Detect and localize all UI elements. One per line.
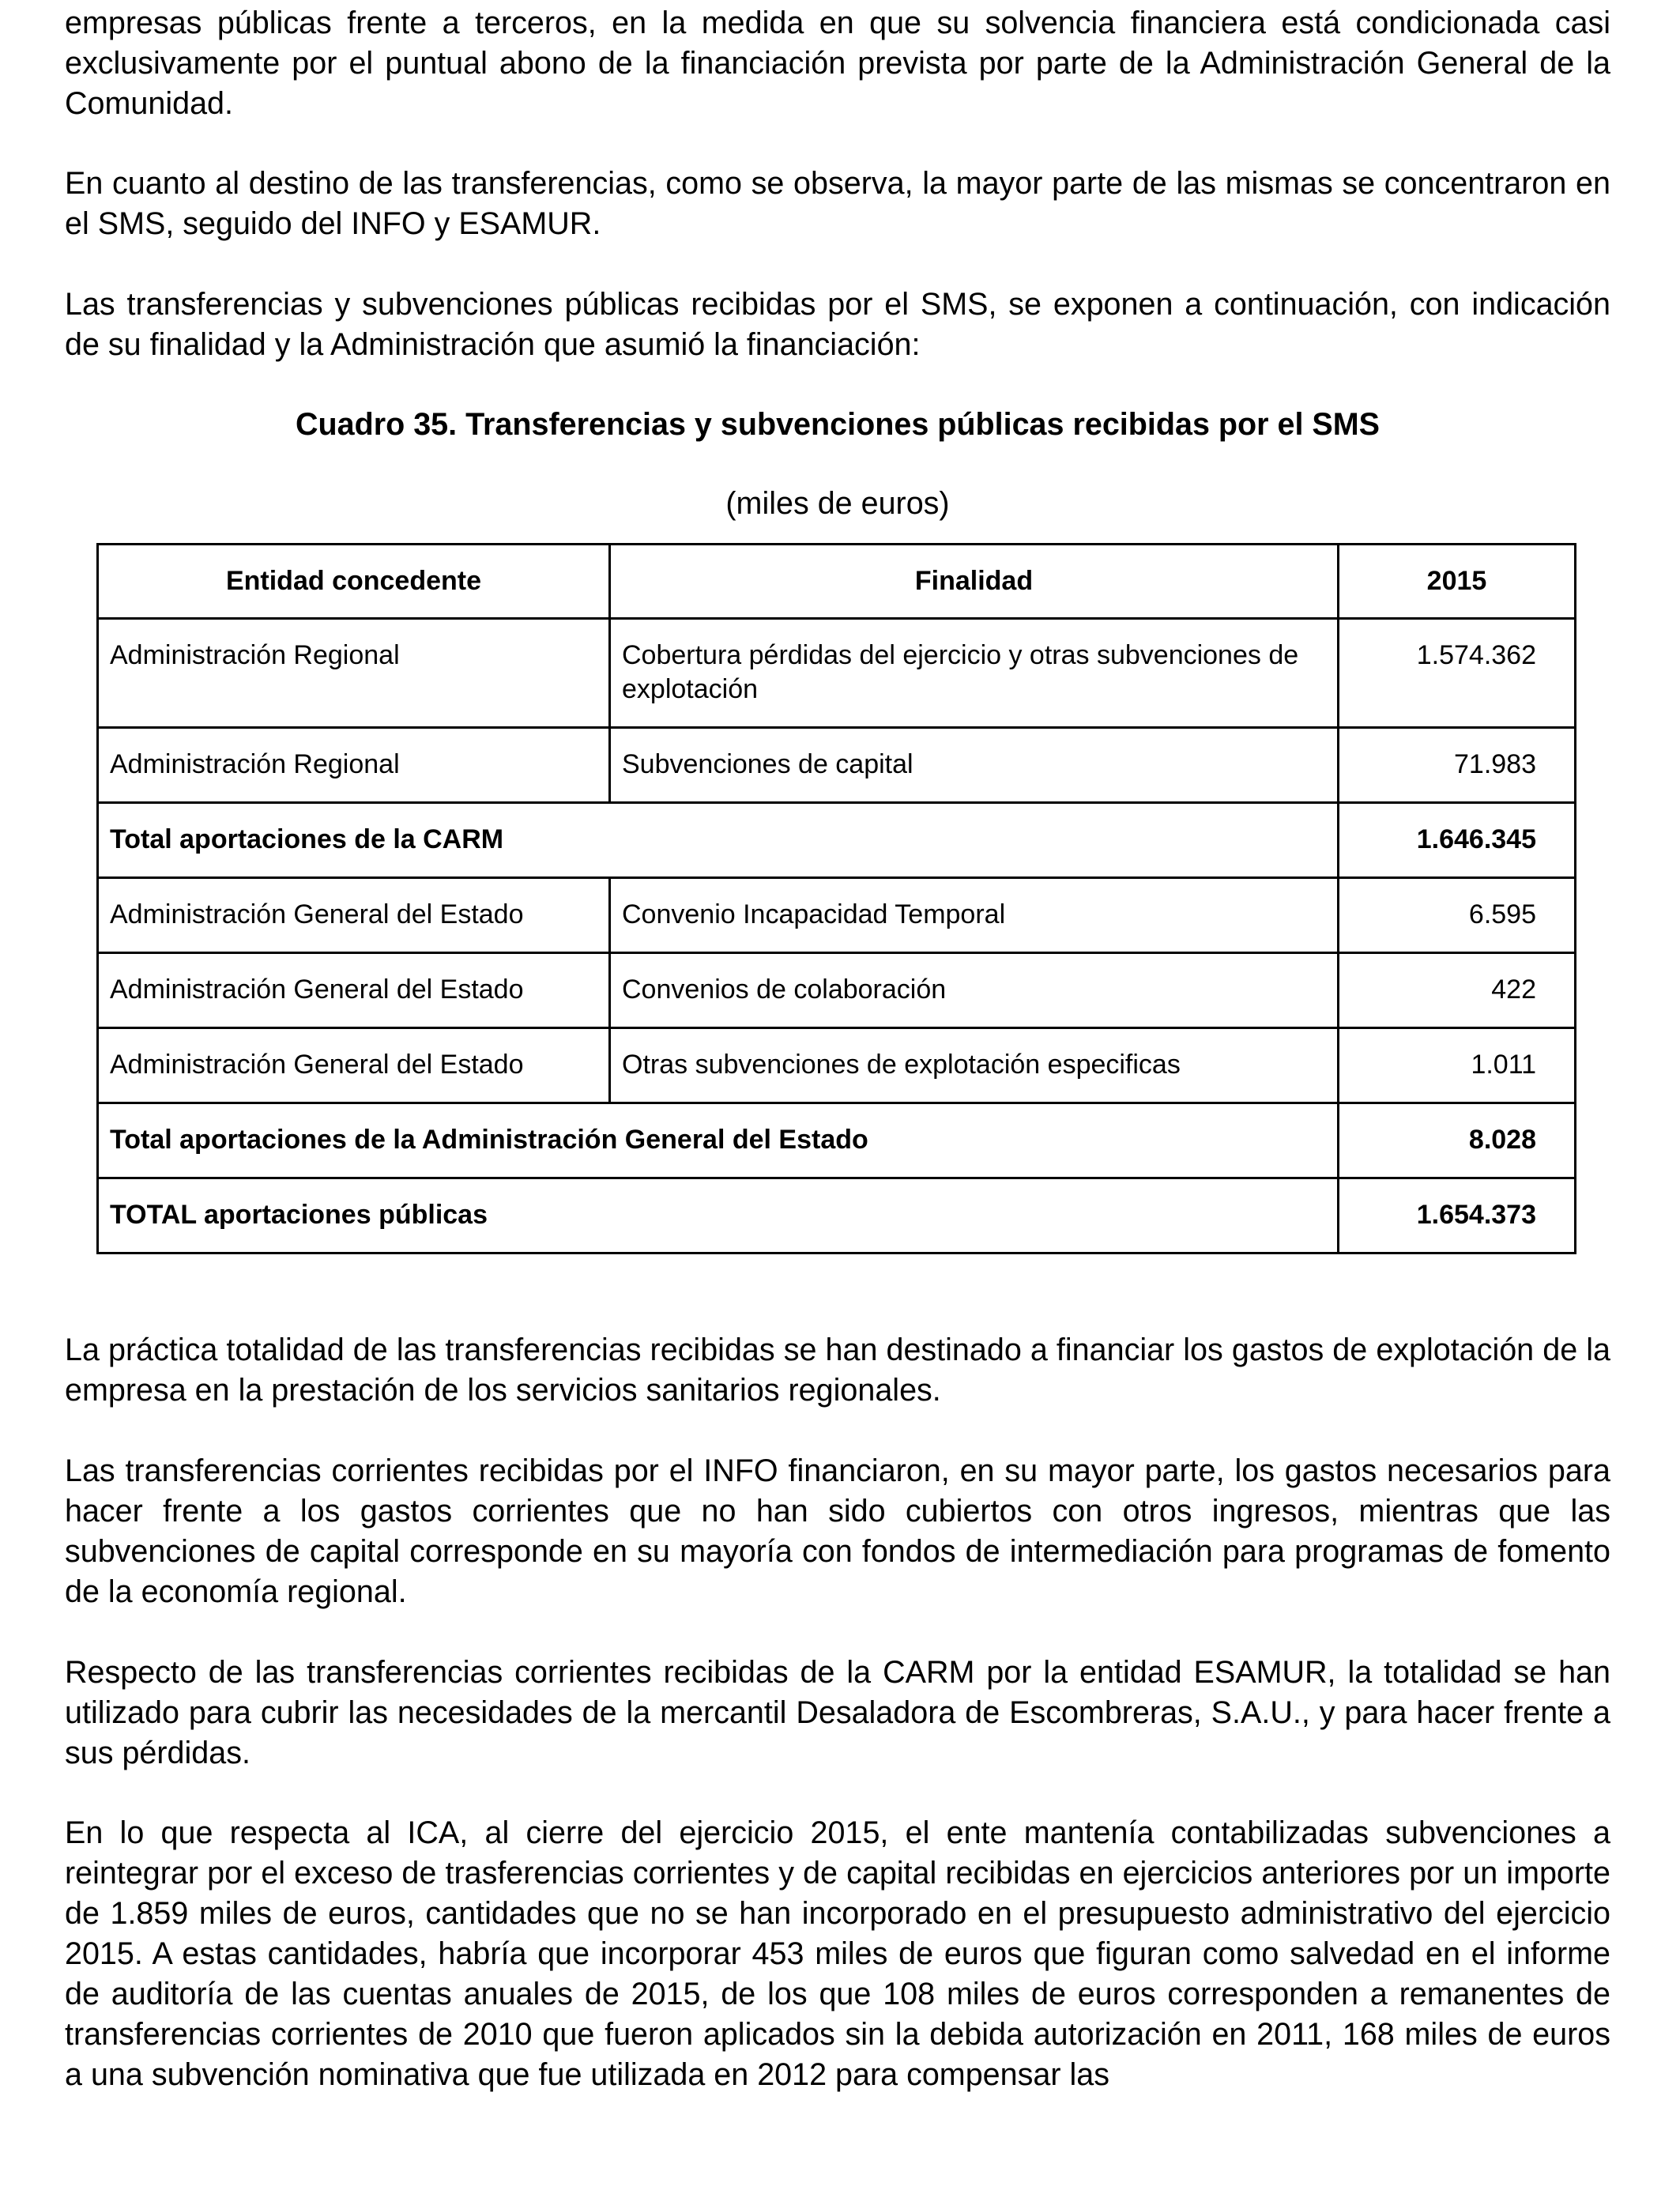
cell-total-value: 8.028: [1339, 1103, 1576, 1178]
cell-purpose: Convenios de colaboración: [610, 953, 1339, 1028]
table-row: [98, 878, 1576, 953]
cell-purpose: Convenio Incapacidad Temporal: [610, 878, 1339, 953]
cell-grand-total-label: TOTAL aportaciones públicas: [98, 1178, 1339, 1253]
cell-entity: Administración General del Estado: [98, 1028, 610, 1103]
table-header-row: [98, 545, 1576, 619]
total-row: [98, 803, 1576, 878]
cell-purpose: Subvenciones de capital: [610, 728, 1339, 803]
transfers-table: [96, 543, 1576, 1254]
grand-total-row: [98, 1178, 1576, 1253]
cell-total-label: Total aportaciones de la Administración General del Estado: [98, 1103, 1339, 1178]
paragraph-4: La práctica totalidad de las transferencias recibidas se han destinado a financiar los gastos de explotación de la empresa en la prestación de los servicios sanitarios regionales.: [65, 1333, 1610, 1408]
paragraph-5: Las transferencias corrientes recibidas por el INFO financiaron, en su mayor parte, los gastos necesarios para hacer frente a los gastos corrientes que no han sido cubiertos con otros ingresos, mientras que las subvenciones de capital corresponde en su mayoría con fondos de intermediación para programas de fomento de la economía regional.: [65, 1453, 1610, 1609]
table-row: [98, 953, 1576, 1028]
cell-entity: Administración General del Estado: [98, 878, 610, 953]
cell-total-label: Total aportaciones de la CARM: [98, 803, 1339, 878]
paragraph-7: En lo que respecta al ICA, al cierre del ejercicio 2015, el ente mantenía contabilizadas subvenciones a reintegrar por el exceso de trasferencias corrientes y de capital recibidas en ejercicios anteriores por un importe de 1.859 miles de euros, cantidades que no se han incorporado en el presupuesto administrativo del ejercicio 2015. A estas cantidades, habría que incorporar 453 miles de euros que figuran como salvedad en el informe de auditoría de las cuentas anuales de 2015, de los que 108 miles de euros corresponden a remanentes de transferencias corrientes de 2010 que fueron aplicados sin la debida autorización en 2011, 168 miles de euros a una subvención nominativa que fue utilizada en 2012 para compensar las: [65, 1815, 1610, 2092]
cell-value: 6.595: [1339, 878, 1576, 953]
cell-value: 1.011: [1339, 1028, 1576, 1103]
total-row: [98, 1103, 1576, 1178]
table-row: [98, 619, 1576, 728]
paragraph-3: Las transferencias y subvenciones públicas recibidas por el SMS, se exponen a continuación, con indicación de su finalidad y la Administración que asumió la financiación:: [65, 287, 1610, 362]
table-caption: Cuadro 35. Transferencias y subvenciones públicas recibidas por el SMS: [295, 407, 1381, 442]
cell-value: 71.983: [1339, 728, 1576, 803]
cell-entity: Administración Regional: [98, 728, 610, 803]
cell-value: 1.574.362: [1339, 619, 1576, 728]
header-year: 2015: [1339, 545, 1576, 619]
cell-grand-total-value: 1.654.373: [1339, 1178, 1576, 1253]
cell-entity: Administración Regional: [98, 619, 610, 728]
paragraph-6: Respecto de las transferencias corrientes recibidas de la CARM por la entidad ESAMUR, la totalidad se han utilizado para cubrir las necesidades de la mercantil Desaladora de Escombreras, S.A.U., y para hacer frente a sus pérdidas.: [65, 1655, 1610, 1770]
cell-entity: Administración General del Estado: [98, 953, 610, 1028]
cell-purpose: Cobertura pérdidas del ejercicio y otras subvenciones de explotación: [610, 619, 1339, 728]
table-units: (miles de euros): [725, 486, 950, 521]
header-purpose: Finalidad: [610, 545, 1339, 619]
cell-value: 422: [1339, 953, 1576, 1028]
header-entity: Entidad concedente: [98, 545, 610, 619]
cell-total-value: 1.646.345: [1339, 803, 1576, 878]
table-row: [98, 728, 1576, 803]
cell-purpose: Otras subvenciones de explotación especificas: [610, 1028, 1339, 1103]
table-row: [98, 1028, 1576, 1103]
paragraph-1: empresas públicas frente a terceros, en la medida en que su solvencia financiera está condicionada casi exclusivamente por el puntual abono de la financiación prevista por parte de la Administración General de la Comunidad.: [65, 6, 1610, 121]
paragraph-2: En cuanto al destino de las transferencias, como se observa, la mayor parte de las mismas se concentraron en el SMS, seguido del INFO y ESAMUR.: [65, 166, 1610, 241]
